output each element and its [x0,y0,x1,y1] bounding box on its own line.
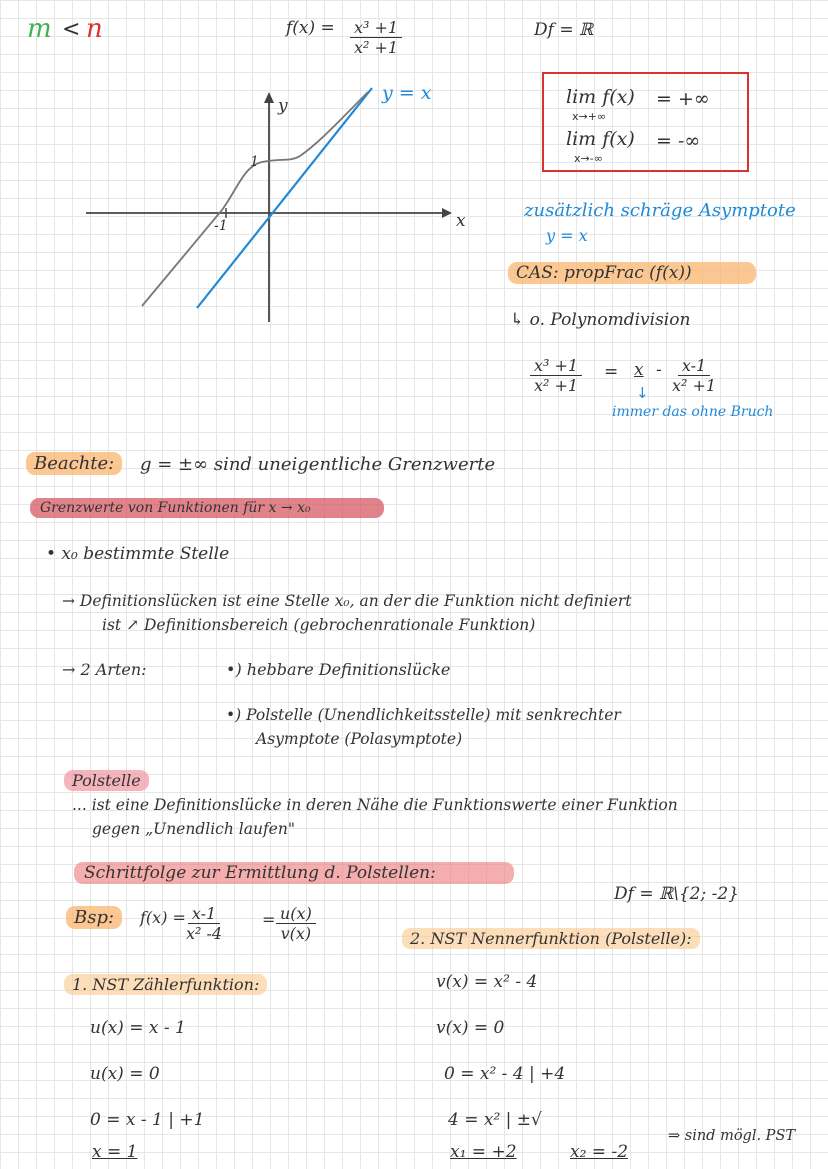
tick-neg1-label: -1 [214,218,228,234]
step2-line3: 0 = x² - 4 | +4 [444,1064,566,1084]
step1-line2: u(x) = 0 [90,1064,160,1084]
bsp-uv-fraction [276,904,316,944]
x-axis-label: x [456,211,466,231]
bsp-fx: f(x) = [140,908,186,927]
cas-label: CAS: propFrac (f(x)) [508,262,756,284]
function-curve [142,92,368,306]
limit-1-value: = +∞ [656,88,710,110]
polynomdivision-line: ↳ o. Polynomdivision [510,310,691,330]
polstelle-def-line2: gegen „Unendlich laufen" [92,820,295,838]
cas-rhs-den: x² +1 [672,376,717,396]
art-polstelle-line2: Asymptote (Polasymptote) [256,730,463,748]
fx-numerator: x³ +1 [350,18,402,38]
step2-line4: 4 = x² | ±√ [448,1110,542,1130]
bsp-fraction [182,904,226,944]
bsp-domain: Df = ℝ\{2; -2} [614,884,739,904]
asymptote-note-line2: y = x [546,226,588,245]
y-axis-label: y [278,96,288,116]
bsp-u: u(x) [276,904,316,924]
polstelle-label: Polstelle [64,770,149,791]
step1-result: x = 1 [92,1142,138,1162]
limit-1-sub: x→+∞ [572,110,607,123]
step2-title: 2. NST Nennerfunktion (Polstelle): [402,928,700,949]
definitionsluecke-line1: → Definitionslücken ist eine Stelle x₀, an der die Funktion nicht definiert [62,592,632,610]
schrittfolge-heading: Schrittfolge zur Ermittlung d. Polstellen: [74,862,514,884]
cas-lhs-den: x² +1 [534,376,579,396]
limit-1: lim f(x) [566,86,635,108]
art-hebbare: •) hebbare Definitionslücke [226,660,451,679]
step2-line2: v(x) = 0 [436,1018,505,1038]
cas-x-term: x [634,360,644,380]
function-graph [0,70,480,400]
y-axis-arrow [264,92,274,103]
asymptote-label: y = x [382,82,432,104]
bsp-v: v(x) [280,924,312,944]
domain-label: Df = ℝ [534,20,594,40]
asymptote-line [197,88,372,308]
n-label: n [86,14,103,44]
art-polstelle-line1: •) Polstelle (Unendlichkeitsstelle) mit senkrechter [226,706,621,724]
step2-line1: v(x) = x² - 4 [436,972,538,992]
step1-line3: 0 = x - 1 | +1 [90,1110,205,1130]
bsp-num: x-1 [188,904,220,924]
limit-2-sub: x→-∞ [574,152,603,165]
fx-lhs: f(x) = [286,18,335,38]
step2-note: ⇒ sind mögl. PST [668,1128,796,1144]
beachte-text: g = ±∞ sind uneigentliche Grenzwerte [140,454,496,475]
less-than: < [62,17,81,42]
limit-2-value: = -∞ [656,130,701,152]
step2-x1: x₁ = +2 [450,1142,517,1162]
arten-label: → 2 Arten: [62,660,147,679]
definitionsluecke-line2: ist ↗ Definitionsbereich (gebrochenrationale Funktion) [102,616,536,634]
step1-line1: u(x) = x - 1 [90,1018,186,1038]
bsp-label: Bsp: [66,906,122,929]
m-label: m [27,14,52,44]
polstelle-def-line1: ... ist eine Definitionslücke in deren Nähe die Funktionswerte einer Funktion [72,796,678,814]
tick-1-label: 1 [250,154,259,170]
step1-title: 1. NST Zählerfunktion: [64,974,267,995]
cas-minus: - [656,360,662,380]
cas-eq: = [604,362,619,382]
step2-x2: x₂ = -2 [570,1142,629,1162]
cas-lhs-num: x³ +1 [530,356,582,376]
x-axis-arrow [442,208,452,218]
fx-denominator: x² +1 [354,38,399,58]
cas-lhs-fraction [530,356,582,396]
asymptote-note-line1: zusätzlich schräge Asymptote [524,200,796,221]
cas-rhs-num: x-1 [678,356,710,376]
bsp-den: x² -4 [186,924,223,944]
bsp-eq: = [262,910,276,929]
section-heading-grenzwerte: Grenzwerte von Funktionen für x → x₀ [30,498,384,518]
fx-fraction [350,18,402,58]
limit-2: lim f(x) [566,128,635,150]
cas-rhs-fraction [668,356,720,396]
beachte-label: Beachte: [26,452,122,475]
bullet-x0: • x₀ bestimmte Stelle [46,544,230,564]
cas-note: immer das ohne Bruch [612,404,774,420]
cas-down-arrow: ↓ [636,384,649,402]
